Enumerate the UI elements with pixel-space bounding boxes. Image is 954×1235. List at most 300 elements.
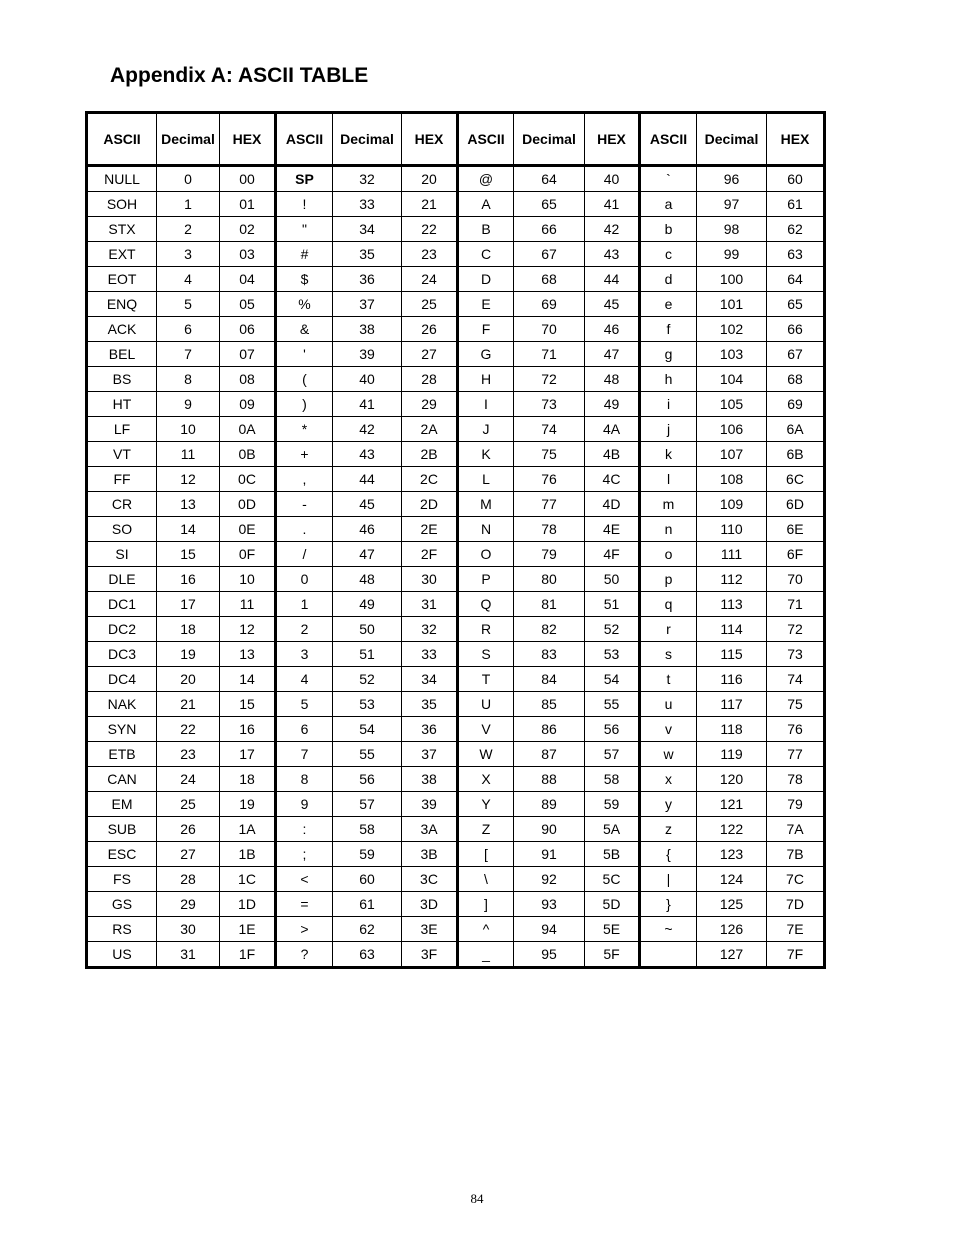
table-cell: 7	[157, 342, 220, 367]
table-cell: 7	[276, 742, 333, 767]
table-cell: "	[276, 217, 333, 242]
table-cell: 04	[220, 267, 276, 292]
table-cell: 79	[514, 542, 585, 567]
table-cell: 60	[333, 867, 402, 892]
table-cell: 16	[157, 567, 220, 592]
table-cell: (	[276, 367, 333, 392]
table-cell: 19	[220, 792, 276, 817]
table-cell: STX	[87, 217, 157, 242]
table-cell: 32	[333, 166, 402, 192]
table-cell: 81	[514, 592, 585, 617]
table-cell: ?	[276, 942, 333, 968]
table-cell: *	[276, 417, 333, 442]
table-cell: 74	[514, 417, 585, 442]
table-cell: 39	[402, 792, 458, 817]
table-cell: 31	[402, 592, 458, 617]
table-cell: 4D	[585, 492, 640, 517]
table-cell: 1E	[220, 917, 276, 942]
table-cell: 90	[514, 817, 585, 842]
table-cell: 7A	[767, 817, 825, 842]
table-cell: 25	[157, 792, 220, 817]
table-cell: 43	[333, 442, 402, 467]
table-cell: BEL	[87, 342, 157, 367]
table-cell: 48	[585, 367, 640, 392]
table-row	[87, 517, 825, 542]
table-cell: ETB	[87, 742, 157, 767]
table-cell: 44	[585, 267, 640, 292]
table-cell: g	[640, 342, 697, 367]
table-cell: 117	[697, 692, 767, 717]
table-cell: 78	[514, 517, 585, 542]
table-row	[87, 567, 825, 592]
table-cell: 36	[402, 717, 458, 742]
table-cell: 79	[767, 792, 825, 817]
table-cell: 121	[697, 792, 767, 817]
table-row	[87, 892, 825, 917]
column-header: Decimal	[157, 113, 220, 166]
table-cell: \	[458, 867, 514, 892]
table-row	[87, 942, 825, 968]
table-cell: T	[458, 667, 514, 692]
table-cell: 97	[697, 192, 767, 217]
table-cell: 28	[157, 867, 220, 892]
table-cell: 71	[767, 592, 825, 617]
table-cell: 0C	[220, 467, 276, 492]
table-cell: 47	[333, 542, 402, 567]
table-cell: 30	[402, 567, 458, 592]
table-cell: 114	[697, 617, 767, 642]
table-cell: 2	[276, 617, 333, 642]
table-cell: 33	[333, 192, 402, 217]
table-cell: 56	[585, 717, 640, 742]
table-cell: NULL	[87, 166, 157, 192]
table-cell: L	[458, 467, 514, 492]
table-cell: 68	[767, 367, 825, 392]
table-cell: 98	[697, 217, 767, 242]
table-cell: 5F	[585, 942, 640, 968]
table-cell: 3B	[402, 842, 458, 867]
table-cell: 65	[514, 192, 585, 217]
table-cell: 2	[157, 217, 220, 242]
table-cell: 75	[767, 692, 825, 717]
table-cell: 0B	[220, 442, 276, 467]
table-cell: 37	[333, 292, 402, 317]
table-cell: 3D	[402, 892, 458, 917]
table-cell: 111	[697, 542, 767, 567]
table-cell: [	[458, 842, 514, 867]
table-cell: 23	[402, 242, 458, 267]
table-cell: ;	[276, 842, 333, 867]
table-cell: =	[276, 892, 333, 917]
table-cell: |	[640, 867, 697, 892]
table-cell: CR	[87, 492, 157, 517]
table-cell: 15	[157, 542, 220, 567]
table-cell: 32	[402, 617, 458, 642]
table-cell: 21	[402, 192, 458, 217]
table-cell: 112	[697, 567, 767, 592]
table-cell: 29	[157, 892, 220, 917]
table-cell: 9	[157, 392, 220, 417]
table-cell: 99	[697, 242, 767, 267]
table-cell: 38	[333, 317, 402, 342]
table-cell: HT	[87, 392, 157, 417]
table-cell: 77	[767, 742, 825, 767]
table-cell: 108	[697, 467, 767, 492]
table-cell: w	[640, 742, 697, 767]
table-cell: 1	[276, 592, 333, 617]
table-cell: DLE	[87, 567, 157, 592]
table-cell: ^	[458, 917, 514, 942]
table-cell: d	[640, 267, 697, 292]
table-cell: 6C	[767, 467, 825, 492]
table-cell: 4A	[585, 417, 640, 442]
table-cell: /	[276, 542, 333, 567]
table-cell: 6	[157, 317, 220, 342]
table-cell: 01	[220, 192, 276, 217]
table-cell: 20	[157, 667, 220, 692]
table-cell: 09	[220, 392, 276, 417]
table-row	[87, 667, 825, 692]
table-cell: A	[458, 192, 514, 217]
column-header: ASCII	[640, 113, 697, 166]
table-cell: N	[458, 517, 514, 542]
table-cell: 1F	[220, 942, 276, 968]
table-cell: 77	[514, 492, 585, 517]
table-cell: 104	[697, 367, 767, 392]
table-cell: 41	[585, 192, 640, 217]
table-cell: 40	[333, 367, 402, 392]
table-cell: Y	[458, 792, 514, 817]
table-cell: t	[640, 667, 697, 692]
table-cell: >	[276, 917, 333, 942]
table-cell: 53	[333, 692, 402, 717]
table-cell: 58	[585, 767, 640, 792]
table-cell: 02	[220, 217, 276, 242]
table-cell: {	[640, 842, 697, 867]
table-row	[87, 392, 825, 417]
table-cell: 67	[767, 342, 825, 367]
table-cell: US	[87, 942, 157, 968]
table-cell: e	[640, 292, 697, 317]
column-header: Decimal	[697, 113, 767, 166]
table-row	[87, 417, 825, 442]
table-cell: 63	[333, 942, 402, 968]
table-cell: 56	[333, 767, 402, 792]
table-cell: 29	[402, 392, 458, 417]
column-header: HEX	[585, 113, 640, 166]
table-cell: SUB	[87, 817, 157, 842]
table-row	[87, 592, 825, 617]
table-cell: 115	[697, 642, 767, 667]
table-cell: 18	[157, 617, 220, 642]
table-cell: #	[276, 242, 333, 267]
table-cell: 125	[697, 892, 767, 917]
table-cell: 40	[585, 166, 640, 192]
table-cell: 16	[220, 717, 276, 742]
table-cell: DC2	[87, 617, 157, 642]
table-cell: ENQ	[87, 292, 157, 317]
table-cell: 62	[767, 217, 825, 242]
table-cell: 0	[276, 567, 333, 592]
column-header: HEX	[220, 113, 276, 166]
table-cell: U	[458, 692, 514, 717]
table-cell: 25	[402, 292, 458, 317]
table-cell: m	[640, 492, 697, 517]
table-cell: 26	[157, 817, 220, 842]
table-cell: 06	[220, 317, 276, 342]
table-cell: 2F	[402, 542, 458, 567]
table-cell: 47	[585, 342, 640, 367]
table-cell: j	[640, 417, 697, 442]
table-cell: 52	[333, 667, 402, 692]
table-cell: 31	[157, 942, 220, 968]
table-cell: 19	[157, 642, 220, 667]
table-cell: 120	[697, 767, 767, 792]
table-row	[87, 367, 825, 392]
table-cell: 9	[276, 792, 333, 817]
table-cell: 35	[402, 692, 458, 717]
table-cell: LF	[87, 417, 157, 442]
table-cell: 103	[697, 342, 767, 367]
table-cell: 46	[585, 317, 640, 342]
table-cell: 78	[767, 767, 825, 792]
table-cell: o	[640, 542, 697, 567]
table-cell: 85	[514, 692, 585, 717]
table-cell: 30	[157, 917, 220, 942]
table-cell: c	[640, 242, 697, 267]
table-cell: 70	[514, 317, 585, 342]
table-cell: H	[458, 367, 514, 392]
table-cell: 00	[220, 166, 276, 192]
table-cell: 5A	[585, 817, 640, 842]
table-cell: SO	[87, 517, 157, 542]
table-cell: 43	[585, 242, 640, 267]
table-row	[87, 917, 825, 942]
table-cell: k	[640, 442, 697, 467]
table-cell: 54	[585, 667, 640, 692]
table-cell: O	[458, 542, 514, 567]
table-cell: FF	[87, 467, 157, 492]
table-cell: CAN	[87, 767, 157, 792]
table-cell: 64	[514, 166, 585, 192]
table-cell: 12	[157, 467, 220, 492]
table-cell: 65	[767, 292, 825, 317]
table-cell: 64	[767, 267, 825, 292]
table-cell: 95	[514, 942, 585, 968]
table-cell: R	[458, 617, 514, 642]
table-cell: DC1	[87, 592, 157, 617]
table-cell: 4F	[585, 542, 640, 567]
table-cell: 2E	[402, 517, 458, 542]
table-cell: 4B	[585, 442, 640, 467]
column-header: ASCII	[276, 113, 333, 166]
table-cell: +	[276, 442, 333, 467]
table-row	[87, 217, 825, 242]
table-cell: ACK	[87, 317, 157, 342]
table-cell: 61	[767, 192, 825, 217]
table-cell: `	[640, 166, 697, 192]
table-row	[87, 692, 825, 717]
table-cell: W	[458, 742, 514, 767]
table-cell: 53	[585, 642, 640, 667]
table-cell: K	[458, 442, 514, 467]
table-cell: GS	[87, 892, 157, 917]
table-cell: EM	[87, 792, 157, 817]
table-cell: P	[458, 567, 514, 592]
table-cell: 123	[697, 842, 767, 867]
table-cell: 0E	[220, 517, 276, 542]
table-cell: 58	[333, 817, 402, 842]
table-cell: 4E	[585, 517, 640, 542]
table-row	[87, 792, 825, 817]
table-cell: i	[640, 392, 697, 417]
table-cell: '	[276, 342, 333, 367]
table-cell: 33	[402, 642, 458, 667]
ascii-table	[85, 111, 826, 969]
table-cell: 42	[585, 217, 640, 242]
table-cell: l	[640, 467, 697, 492]
table-cell: ]	[458, 892, 514, 917]
table-cell: :	[276, 817, 333, 842]
table-row	[87, 342, 825, 367]
table-cell: 10	[157, 417, 220, 442]
table-cell: .	[276, 517, 333, 542]
table-cell: 6B	[767, 442, 825, 467]
table-cell: n	[640, 517, 697, 542]
table-cell: 57	[333, 792, 402, 817]
table-cell: 7E	[767, 917, 825, 942]
table-cell: 122	[697, 817, 767, 842]
table-cell: 59	[585, 792, 640, 817]
table-cell: 51	[585, 592, 640, 617]
table-cell: 0A	[220, 417, 276, 442]
table-cell: 1D	[220, 892, 276, 917]
table-cell: 45	[333, 492, 402, 517]
table-cell: &	[276, 317, 333, 342]
table-cell: 86	[514, 717, 585, 742]
table-row	[87, 442, 825, 467]
column-header: ASCII	[87, 113, 157, 166]
table-cell: 3	[276, 642, 333, 667]
table-header-row	[87, 113, 825, 166]
table-cell: 105	[697, 392, 767, 417]
table-cell: 49	[585, 392, 640, 417]
table-cell: Z	[458, 817, 514, 842]
table-cell: 6E	[767, 517, 825, 542]
table-cell: G	[458, 342, 514, 367]
table-cell: SP	[276, 166, 333, 192]
table-cell: NAK	[87, 692, 157, 717]
table-cell: RS	[87, 917, 157, 942]
table-cell: 75	[514, 442, 585, 467]
table-cell: 38	[402, 767, 458, 792]
table-cell: 96	[697, 166, 767, 192]
table-cell: 4	[157, 267, 220, 292]
table-cell: SYN	[87, 717, 157, 742]
table-cell: B	[458, 217, 514, 242]
table-row	[87, 642, 825, 667]
table-cell: f	[640, 317, 697, 342]
table-cell: 07	[220, 342, 276, 367]
table-cell: @	[458, 166, 514, 192]
column-header: ASCII	[458, 113, 514, 166]
table-cell: VT	[87, 442, 157, 467]
table-cell: 118	[697, 717, 767, 742]
table-row	[87, 717, 825, 742]
table-row	[87, 292, 825, 317]
table-cell	[640, 942, 697, 968]
table-cell: <	[276, 867, 333, 892]
table-row	[87, 617, 825, 642]
table-cell: 05	[220, 292, 276, 317]
table-cell: 68	[514, 267, 585, 292]
table-cell: 1A	[220, 817, 276, 842]
table-cell: 100	[697, 267, 767, 292]
table-cell: z	[640, 817, 697, 842]
table-cell: 72	[514, 367, 585, 392]
table-cell: 44	[333, 467, 402, 492]
table-row	[87, 867, 825, 892]
table-cell: J	[458, 417, 514, 442]
table-cell: FS	[87, 867, 157, 892]
table-cell: 80	[514, 567, 585, 592]
table-cell: 71	[514, 342, 585, 367]
table-cell: 18	[220, 767, 276, 792]
table-cell: 101	[697, 292, 767, 317]
table-cell: 54	[333, 717, 402, 742]
table-cell: 87	[514, 742, 585, 767]
table-cell: 83	[514, 642, 585, 667]
table-cell: 39	[333, 342, 402, 367]
table-cell: C	[458, 242, 514, 267]
table-cell: 41	[333, 392, 402, 417]
table-cell: 08	[220, 367, 276, 392]
table-cell: 116	[697, 667, 767, 692]
table-cell: %	[276, 292, 333, 317]
table-cell: V	[458, 717, 514, 742]
table-cell: 69	[514, 292, 585, 317]
table-cell: 88	[514, 767, 585, 792]
table-cell: 27	[157, 842, 220, 867]
table-row	[87, 166, 825, 192]
table-cell: 66	[767, 317, 825, 342]
table-cell: 59	[333, 842, 402, 867]
table-cell: 45	[585, 292, 640, 317]
table-cell: 3F	[402, 942, 458, 968]
table-cell: 93	[514, 892, 585, 917]
table-cell: 82	[514, 617, 585, 642]
table-cell: 66	[514, 217, 585, 242]
table-cell: 21	[157, 692, 220, 717]
table-cell: 63	[767, 242, 825, 267]
table-cell: 6A	[767, 417, 825, 442]
table-cell: 15	[220, 692, 276, 717]
table-cell: s	[640, 642, 697, 667]
table-cell: 4	[276, 667, 333, 692]
table-cell: 24	[402, 267, 458, 292]
table-cell: 72	[767, 617, 825, 642]
table-cell: D	[458, 267, 514, 292]
table-cell: 69	[767, 392, 825, 417]
table-cell: y	[640, 792, 697, 817]
table-cell: 50	[333, 617, 402, 642]
table-cell: 10	[220, 567, 276, 592]
page-number: 84	[470, 1191, 484, 1206]
table-cell: 3A	[402, 817, 458, 842]
table-cell: a	[640, 192, 697, 217]
table-cell: 35	[333, 242, 402, 267]
table-cell: 2B	[402, 442, 458, 467]
